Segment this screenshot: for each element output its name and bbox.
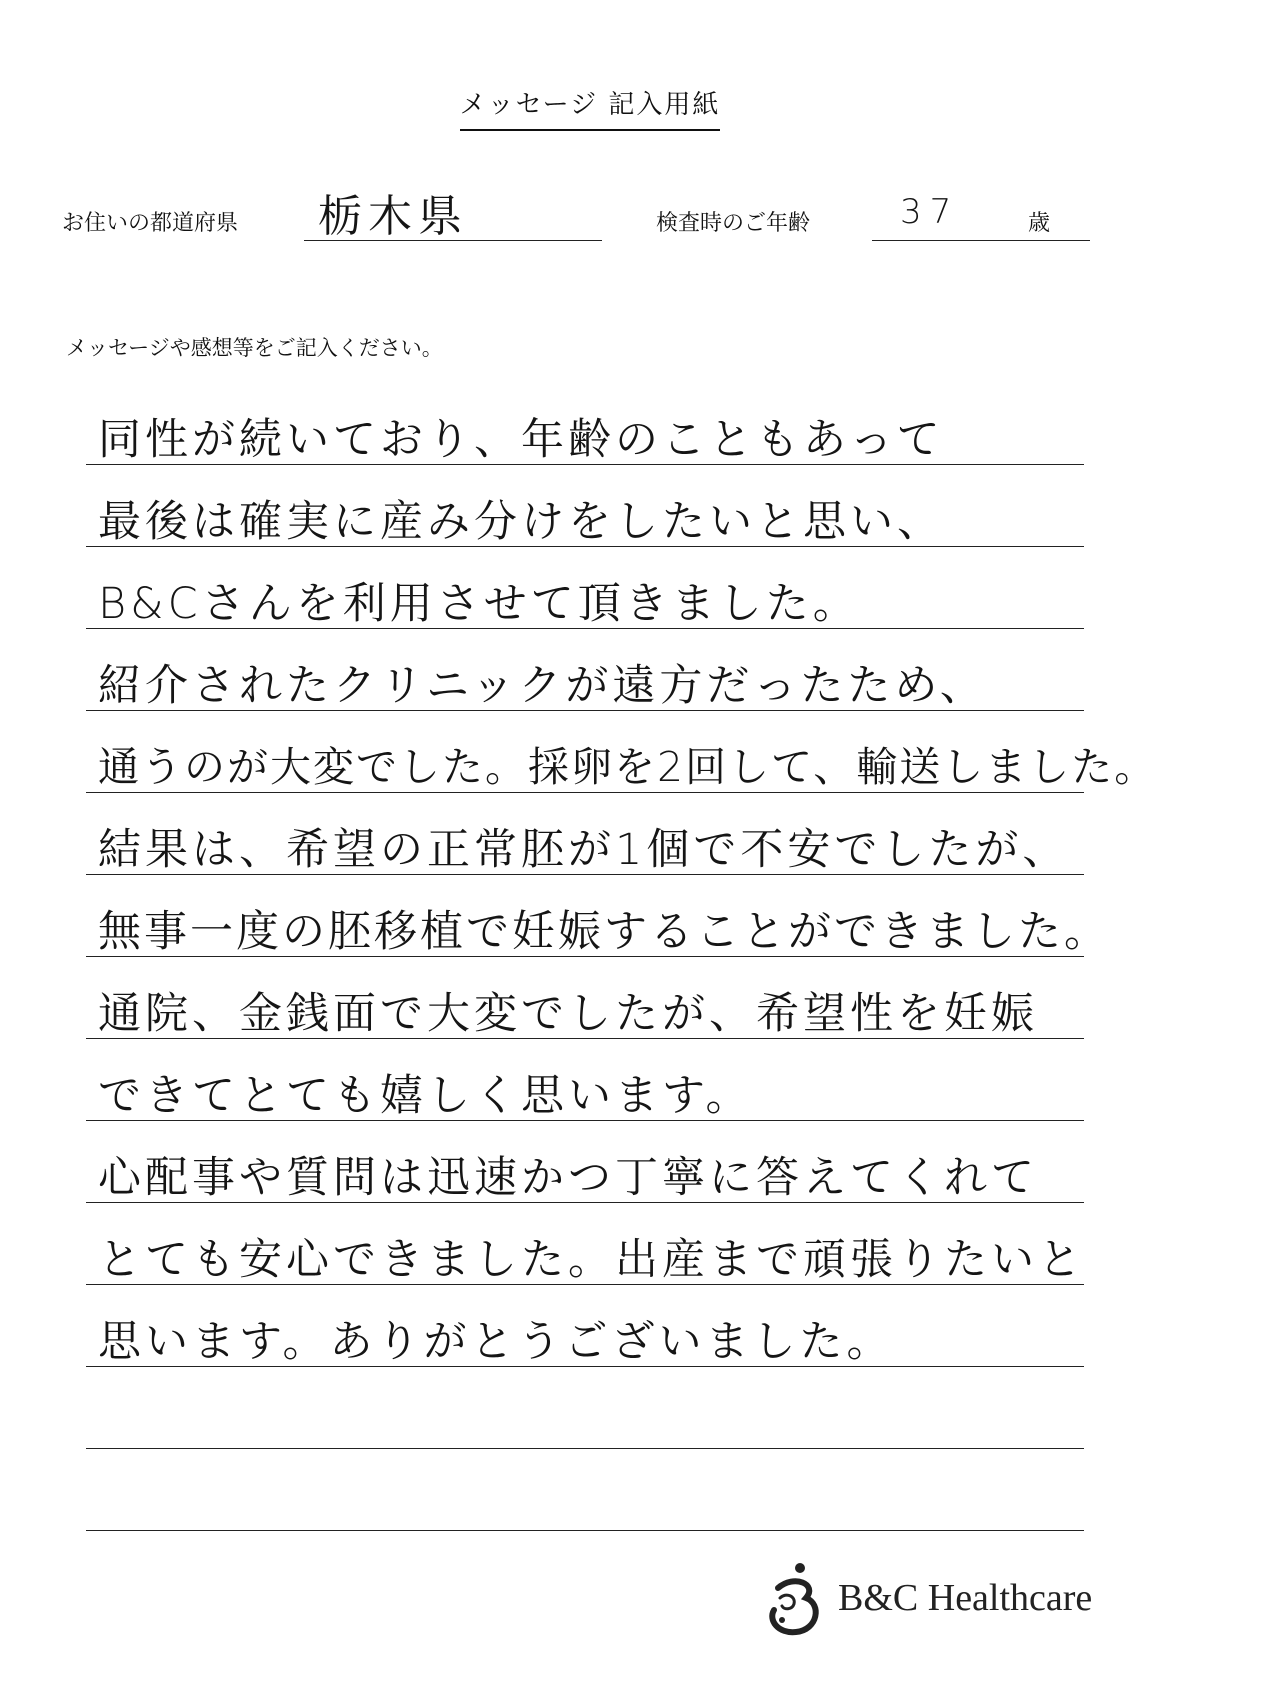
bc-healthcare-logo-icon [760, 1558, 832, 1638]
ruled-line [86, 1366, 1084, 1367]
message-line: 紹介されたクリニックが遠方だったため、 [98, 661, 987, 711]
ruled-line [86, 628, 1084, 629]
bc-healthcare-logo [760, 1558, 1120, 1638]
message-prompt: メッセージや感想等をご記入ください。 [66, 336, 443, 360]
message-line: 同性が続いており、年齢のこともあって [98, 415, 944, 465]
message-line: 通うのが大変でした。採卵を2回して、輸送しました。 [98, 743, 1158, 791]
ruled-line [86, 874, 1084, 875]
ruled-line [86, 1038, 1084, 1039]
ruled-line [86, 546, 1084, 547]
message-line: とても安心できました。出産まで頑張りたいと [98, 1235, 1085, 1285]
logo-text: B&C Healthcare [838, 1577, 1093, 1619]
ruled-line [86, 1202, 1084, 1203]
message-line: 通院、金銭面で大変でしたが、希望性を妊娠 [98, 989, 1038, 1039]
ruled-line [86, 792, 1084, 793]
form-title-text: メッセージ 記入用紙 [460, 84, 721, 131]
message-line: B&Cさんを利用させて頂きました。 [98, 579, 860, 629]
ruled-line [86, 710, 1084, 711]
age-label: 検査時のご年齢 [656, 211, 811, 236]
ruled-line [86, 464, 1084, 465]
form-title [0, 84, 1180, 131]
age-underline [872, 240, 1090, 241]
message-line: 結果は、希望の正常胚が1個で不安でしたが、 [98, 825, 1070, 875]
message-line: 無事一度の胚移植で妊娠することができました。 [98, 907, 1110, 957]
ruled-line [86, 1448, 1084, 1449]
ruled-line [86, 956, 1084, 957]
prefecture-underline [304, 240, 602, 241]
prefecture-value: 栃木県 [318, 191, 468, 242]
age-unit: 歳 [1028, 211, 1051, 236]
age-value: 37 [900, 192, 960, 232]
message-line: 心配事や質問は迅速かつ丁寧に答えてくれて [98, 1153, 1038, 1203]
ruled-line [86, 1120, 1084, 1121]
message-line: 最後は確実に産み分けをしたいと思い、 [98, 497, 944, 547]
prefecture-label: お住いの都道府県 [62, 211, 239, 236]
ruled-line [86, 1530, 1084, 1531]
ruled-line [86, 1284, 1084, 1285]
message-line: できてとても嬉しく思います。 [98, 1071, 753, 1121]
message-line: 思います。ありがとうございました。 [98, 1317, 894, 1367]
